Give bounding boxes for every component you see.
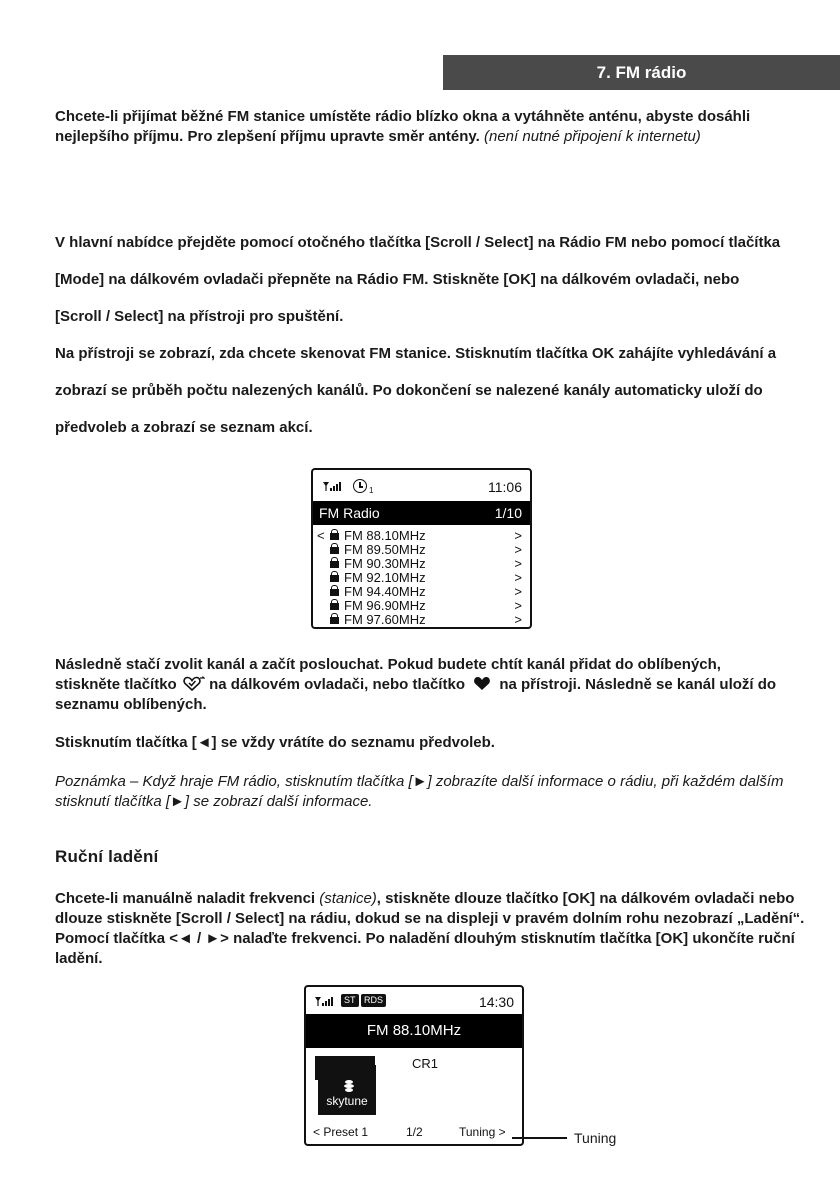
alarm-number: 1 (369, 486, 374, 495)
section-header (443, 55, 840, 90)
preset-lock-icon (330, 533, 339, 540)
station-logo (318, 1065, 376, 1115)
frequency-bar (306, 1014, 522, 1048)
list-item[interactable] (313, 543, 530, 557)
list-item[interactable] (313, 571, 530, 585)
list-counter: 1/10 (494, 505, 522, 521)
screen-title: FM Radio (319, 505, 380, 521)
favorites-text: na přístroji. Následně se kanál uloží do (499, 676, 777, 693)
instruction-line: V hlavní nabídce přejděte pomocí otočného tlačítka [Scroll / Select] na Rádio FM nebo pomocí tlačítka (55, 234, 781, 251)
manual-text: , stiskněte dlouze tlačítko [OK] na dálkovém ovladači nebo dlouze stiskněte [Scroll / Select] na rádiu, dokud se na displeji v pravém dolním rohu nezobrazí „Ladění“. Pomocí tlačítka <◄ / ►> nalaďte frekvenci. Po naladění dlouhým stisknutím tlačítka [OK] ukončíte ruční ladění. (55, 890, 805, 967)
manual-tuning-heading: Ruční ladění (55, 847, 159, 866)
device-heart-icon (473, 676, 491, 691)
clock-time: 11:06 (488, 479, 522, 495)
preset-button[interactable]: < Preset 1 (313, 1125, 369, 1139)
list-item[interactable] (313, 585, 530, 599)
chevron-right-icon: > (514, 556, 522, 571)
preset-lock-icon (330, 617, 339, 624)
favorites-paragraph (55, 655, 825, 715)
chevron-right-icon: > (514, 570, 522, 585)
instruction-line: [Mode] na dálkovém ovladači přepněte na Rádio FM. Stiskněte [OK] na dálkovém ovladači, nebo (55, 271, 740, 288)
chevron-right-icon: > (514, 612, 522, 627)
station-label: FM 96.90MHz (344, 598, 426, 613)
section-title: 7. FM rádio (596, 62, 687, 82)
preset-lock-icon (330, 603, 339, 610)
chevron-right-icon: > (514, 542, 522, 557)
favorites-line: Následně stačí zvolit kanál a začít poslouchat. Pokud budete chtít kanál přidat do oblíbených, (55, 656, 721, 673)
chevron-right-icon: > (514, 584, 522, 599)
station-label: FM 97.60MHz (344, 612, 426, 627)
list-item[interactable] (313, 529, 530, 543)
instruction-line: Na přístroji se zobrazí, zda chcete skenovat FM stanice. Stisknutím tlačítka OK zahájíte vyhledávání a (55, 345, 777, 362)
manual-italic: (stanice) (319, 890, 377, 907)
list-item[interactable] (313, 557, 530, 571)
page-indicator: 1/2 (406, 1125, 423, 1139)
skytune-logo-icon (342, 1079, 356, 1093)
instruction-line: [Scroll / Select] na přístroji pro spuštění. (55, 308, 344, 325)
manual-text: Chcete-li manuálně naladit frekvenci (55, 890, 316, 907)
preset-lock-icon (330, 575, 339, 582)
intro-bold: Chcete-li přijímat běžné FM stanice umístěte rádio blízko okna a vytáhněte anténu, abyste dosáhli nejlepšího příjmu. Pro zlepšení příjmu upravte směr antény. (55, 108, 751, 145)
station-label: FM 89.50MHz (344, 542, 426, 557)
remote-favorite-heart-icon (183, 676, 205, 692)
callout-line (512, 1137, 567, 1139)
tuning-callout-label: Tuning (574, 1130, 617, 1146)
signal-icon (323, 482, 341, 491)
fm-now-playing-screen (304, 985, 524, 1146)
chevron-right-icon: > (514, 528, 522, 543)
chevron-right-icon: > (514, 598, 522, 613)
intro-paragraph (55, 107, 825, 147)
favorites-line-2 (55, 675, 825, 695)
stereo-badge: ST (341, 994, 359, 1007)
logo-text: skytune (326, 1094, 368, 1108)
back-note: Stisknutím tlačítka [◄] se vždy vrátíte do seznamu předvoleb. (55, 734, 495, 751)
manual-tuning-paragraph (55, 889, 835, 969)
instructions-paragraph (55, 224, 840, 446)
list-item[interactable] (313, 599, 530, 613)
favorites-line: seznamu oblíbených. (55, 696, 207, 713)
alarm-clock-icon (353, 479, 367, 493)
frequency-label: FM 88.10MHz (366, 1022, 462, 1039)
favorites-text: stiskněte tlačítko (55, 676, 177, 693)
intro-italic: (není nutné připojení k internetu) (484, 128, 701, 145)
station-label: FM 94.40MHz (344, 584, 426, 599)
station-label: FM 90.30MHz (344, 556, 426, 571)
preset-lock-icon (330, 561, 339, 568)
back-arrow[interactable]: < (317, 528, 325, 543)
signal-icon (315, 997, 333, 1006)
fm-radio-list-screen (311, 468, 532, 629)
status-bar (313, 470, 530, 500)
instruction-line: zobrazí se průběh počtu nalezených kanálů. Po dokončení se nalezené kanály automaticky uloží do (55, 382, 763, 399)
clock-time: 14:30 (478, 994, 514, 1010)
favorites-text: na dálkovém ovladači, nebo tlačítko (209, 676, 465, 693)
station-name: CR1 (412, 1056, 439, 1071)
station-label: FM 88.10MHz (344, 528, 426, 543)
list-item[interactable] (313, 613, 530, 627)
title-bar (313, 501, 530, 525)
note-paragraph: Poznámka – Když hraje FM rádio, stisknutím tlačítka [►] zobrazíte další informace o rádiu, při každém dalším stisknutí tlačítka [►] se zobrazí další informace. (55, 773, 784, 810)
instruction-line: předvoleb a zobrazí se seznam akcí. (55, 419, 313, 436)
rds-badge: RDS (361, 994, 386, 1007)
preset-lock-icon (330, 589, 339, 596)
station-label: FM 92.10MHz (344, 570, 426, 585)
status-bar (306, 987, 522, 1017)
tuning-button[interactable]: Tuning > (459, 1125, 506, 1139)
preset-lock-icon (330, 547, 339, 554)
